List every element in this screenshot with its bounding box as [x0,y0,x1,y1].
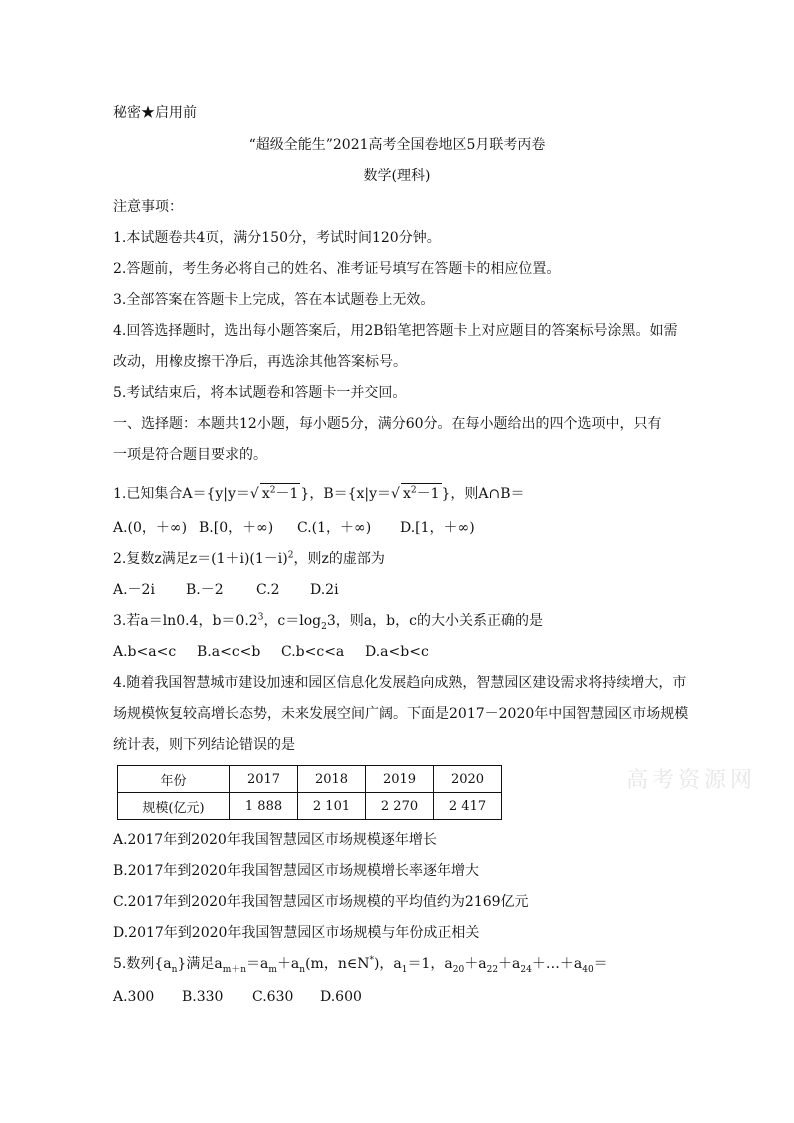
notice-item: 5.考试结束后，将本试题卷和答题卡一并交回。 [113,385,407,401]
question-3: 3.若a＝ln0.4，$b=0.2^3$，$c=\log_23$，则a，b，c的大小关系正确的是 [113,612,543,632]
option-b: B.330 [182,989,224,1005]
option-c: C.b<c<a [281,644,345,660]
question-1 [113,483,525,504]
option-a: A.300 [113,989,155,1005]
question-4-cont: 统计表，则下列结论错误的是 [113,737,295,753]
q3-options [113,642,429,662]
q4-option-a: A.2017年到2020年我国智慧园区市场规模逐年增长 [113,832,437,848]
option-c: C.2 [256,582,280,598]
notice-item: 3.全部答案在答题卡上完成，答在本试题卷上无效。 [113,292,435,308]
q2-options [113,580,339,600]
radicand: $x^2-1$ [401,483,442,504]
option-d: D.2i [310,582,339,598]
table-cell: 2017 [230,766,298,793]
sqrt-symbol: √ [391,486,400,502]
notice-item: 改动，用橡皮擦干净后，再选涂其他答案标号。 [113,354,407,370]
option-b: B.[0，＋∞) [199,520,274,536]
notice-item: 2.答题前，考生务必将自己的姓名、准考证号填写在答题卡的相应位置。 [113,261,561,277]
table-cell: 2 101 [298,793,366,820]
q1-text: 1.已知集合A＝{y|y＝ [113,486,250,502]
notice-heading: 注意事项： [113,199,183,215]
table-cell: 规模(亿元) [118,793,230,820]
option-d: D.a<b<c [365,644,429,660]
section-heading: 一、选择题：本题共12小题，每小题5分，满分60分。在每小题给出的四个选项中，只有 [113,416,662,432]
option-c: C.630 [252,989,294,1005]
option-b: B.a<c<b [197,644,261,660]
secret-label: 秘密★启用前 [113,105,197,121]
watermark: 高考资源网 [626,768,757,793]
table-header-row [118,766,502,793]
option-a: A.(0，＋∞) [113,520,188,536]
option-a: A.b<a<c [113,644,177,660]
subject-title: 数学(理科) [363,168,431,184]
question-4: 4.随着我国智慧城市建设加速和园区信息化发展趋向成熟，智慧园区建设需求将持续增大，市 [113,675,687,691]
section-heading-cont: 一项是符合题目要求的。 [113,447,267,463]
q1-text: }，B＝{x|y＝ [300,486,392,502]
question-5: 5.数列$\{a_n\}$满足$a_{m+n}=a_m+a_n(m$，n∈N*)，$a_1=1$，$a_{20}+a_{22}+a_{24}+\dots+a_{40}=$ [113,955,608,975]
table-cell: 年份 [118,766,230,793]
notice-item: 1.本试题卷共4页，满分150分，考试时间120分钟。 [113,230,441,246]
table-cell: 2019 [366,766,434,793]
exam-title: “超级全能生”2021高考全国卷地区5月联考丙卷 [248,137,546,153]
q1-text: }，则A∩B＝ [441,486,525,502]
option-c: C.(1，＋∞) [297,520,372,536]
q5-options [113,987,362,1007]
question-2: 2.复数z满足$z=(1+i)(1-i)^2$，则z的虚部为 [113,550,385,567]
option-b: B.－2 [186,582,224,598]
table-cell: 2020 [434,766,502,793]
table-cell: 2 417 [434,793,502,820]
option-d: D.600 [320,989,362,1005]
radicand: $x^2-1$ [260,483,301,504]
question-4-cont: 场规模恢复较高增长态势，未来发展空间广阔。下面是2017－2020年中国智慧园区市场规模 [113,706,689,722]
table-cell: 1 888 [230,793,298,820]
notice-item: 4.回答选择题时，选出每小题答案后，用2B铅笔把答题卡上对应题目的答案标号涂黑。如需 [113,323,678,339]
q4-option-c: C.2017年到2020年我国智慧园区市场规模的平均值约为2169亿元 [113,894,529,910]
q4-option-d: D.2017年到2020年我国智慧园区市场规模与年份成正相关 [113,925,480,941]
q4-option-b: B.2017年到2020年我国智慧园区市场规模增长率逐年增大 [113,863,479,879]
option-d: D.[1，＋∞) [400,520,475,536]
table-cell: 2018 [298,766,366,793]
sqrt-symbol: √ [249,486,259,502]
q1-options [113,518,475,538]
table-cell: 2 270 [366,793,434,820]
market-size-table [117,765,502,820]
option-a: A.－2i [113,582,155,598]
table-row [118,793,502,820]
